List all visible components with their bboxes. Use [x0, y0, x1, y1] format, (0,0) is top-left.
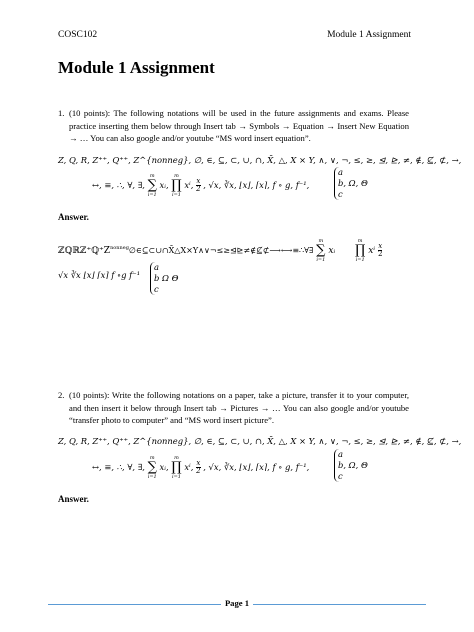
sum-operator — [148, 173, 157, 198]
answer-1-sum — [316, 238, 325, 263]
answer-1-operators: ∅∈⊆⊂∪∩X̄△X×Y∧∨¬≤≥⊴⊵≠∉⊈⊄⟶⟷≡∴∀∃ — [128, 246, 314, 255]
question-1 — [58, 107, 409, 145]
sum-variable: xᵢ, — [159, 180, 169, 190]
answer-1-prod-top: m — [357, 238, 363, 244]
sum-symbol: ∑ — [147, 178, 157, 193]
notation-2-line-2 — [92, 455, 309, 480]
answer-1-case-c: c — [154, 284, 159, 294]
answer-1-sum-top: m — [318, 238, 324, 244]
header-course-code: COSC102 — [58, 30, 98, 40]
notation-2-line-2-start: ↔, ≡, ∴, ∀, ∃, — [92, 462, 148, 472]
header-assignment-title: Module 1 Assignment — [327, 30, 411, 40]
notation-line-2 — [92, 173, 309, 198]
fraction-numerator: x — [196, 177, 201, 185]
sum-2-upper-limit: m — [149, 455, 155, 461]
cases-block-2 — [334, 449, 368, 482]
sum-2-symbol: ∑ — [147, 460, 157, 475]
product-operator — [171, 173, 181, 198]
answer-1-frac-den: 2 — [377, 250, 383, 258]
product-2-symbol: ∏ — [171, 460, 182, 475]
answer-1-line-2: √x ∛x ⌊x⌋ ⌈x⌉ f ∘g f⁻¹ — [58, 270, 141, 280]
answer-1-case-a: a — [154, 262, 159, 272]
answer-1-product — [355, 238, 365, 263]
fraction-2 — [196, 460, 200, 475]
page-number-text: Page 1 — [221, 598, 253, 608]
case-a: a — [338, 167, 343, 177]
answer-1-label: Answer. — [58, 212, 89, 222]
case-2-b: b, Ω, Θ — [338, 460, 368, 470]
answer-1-frac-num: x — [378, 242, 383, 250]
product-variable: xⁱ, — [184, 180, 194, 190]
answer-1-sum-bottom: i=1 — [316, 257, 326, 263]
notation-2-line-1: Z, Q, R, Z⁺⁺, Q⁺⁺, Z^{nonneg}, ∅, ∈, ⊆, ⊂, ∪, ∩, X̄, △, X × Y, ∧, ∨, ¬, ≤, ≥, ⊴, ⊵, ≠, ∉, ⊈, ⊄, →, — [58, 436, 462, 446]
answer-1-prod-var: xⁱ — [368, 246, 376, 256]
sum-upper-limit: m — [149, 173, 155, 179]
answer-1-sum-symbol: ∑ — [316, 243, 326, 258]
notation-2-line-2-end: , √x, ∛x, ⌊x⌋, ⌈x⌉, f ∘ g, f⁻¹, — [203, 462, 310, 472]
answer-2-label: Answer. — [58, 494, 89, 504]
fraction — [196, 178, 200, 193]
answer-1-sets: ℤℚℝℤ⁺ℚ⁺Z — [58, 246, 111, 256]
sum-lower-limit: i=1 — [147, 192, 157, 198]
question-2-text: (10 points): Write the following notations on a paper, take a picture, transfer it to your computer, and then insert it below through Insert tab → Pictures → … You can also google and/or youtube “transfer photo to computer” and “MS word insert picture”. — [69, 390, 409, 425]
answer-1-prod-symbol: ∏ — [354, 243, 366, 258]
answer-1-cases — [150, 262, 179, 295]
fraction-2-denominator: 2 — [196, 467, 201, 475]
question-1-text: (10 points): The following notations will be used in the future assignments and exams. Please practice inserting them below through Insert tab → Symbols → Equation → Insert New Equation → … You can also google and/or youtube “MS word insert equation”. — [69, 108, 409, 143]
cases-block — [334, 167, 368, 200]
product-2-upper-limit: m — [174, 455, 179, 461]
sum-2-variable: xᵢ, — [159, 462, 169, 472]
product-2-variable: xⁱ, — [184, 462, 194, 472]
question-2-number: 2. — [58, 390, 65, 400]
product-2-lower-limit: i=1 — [171, 474, 181, 480]
sum-2-lower-limit: i=1 — [147, 474, 157, 480]
answer-1-case-b: b Ω Θ — [154, 273, 179, 283]
answer-1-prod-bottom: i=1 — [355, 257, 365, 263]
product-symbol: ∏ — [171, 178, 182, 193]
case-c: c — [338, 189, 343, 199]
footer-page-number — [0, 598, 474, 608]
fraction-denominator: 2 — [196, 185, 201, 193]
case-2-c: c — [338, 471, 343, 481]
answer-1-sum-var: xᵢ — [328, 246, 336, 256]
answer-1-fraction — [378, 243, 382, 258]
answer-1-nonneg-sup: nonneg — [110, 245, 129, 251]
answer-1-line-1 — [58, 238, 382, 263]
product-operator-2 — [171, 455, 181, 480]
notation-line-2-start: ↔, ≡, ∴, ∀, ∃, — [92, 180, 148, 190]
notation-line-1: Z, Q, R, Z⁺⁺, Q⁺⁺, Z^{nonneg}, ∅, ∈, ⊆, ⊂, ∪, ∩, X̄, △, X × Y, ∧, ∨, ¬, ≤, ≥, ⊴, ⊵, ≠, ∉, ⊈, ⊄, →, — [58, 155, 462, 165]
product-lower-limit: i=1 — [171, 192, 181, 198]
product-upper-limit: m — [174, 173, 179, 179]
fraction-2-numerator: x — [196, 459, 201, 467]
question-1-number: 1. — [58, 108, 65, 118]
case-2-a: a — [338, 449, 343, 459]
question-2 — [58, 389, 409, 427]
case-b: b, Ω, Θ — [338, 178, 368, 188]
sum-operator-2 — [148, 455, 157, 480]
notation-line-2-end: , √x, ∛x, ⌊x⌋, ⌈x⌉, f ∘ g, f⁻¹, — [203, 180, 310, 190]
document-title: Module 1 Assignment — [58, 58, 215, 77]
